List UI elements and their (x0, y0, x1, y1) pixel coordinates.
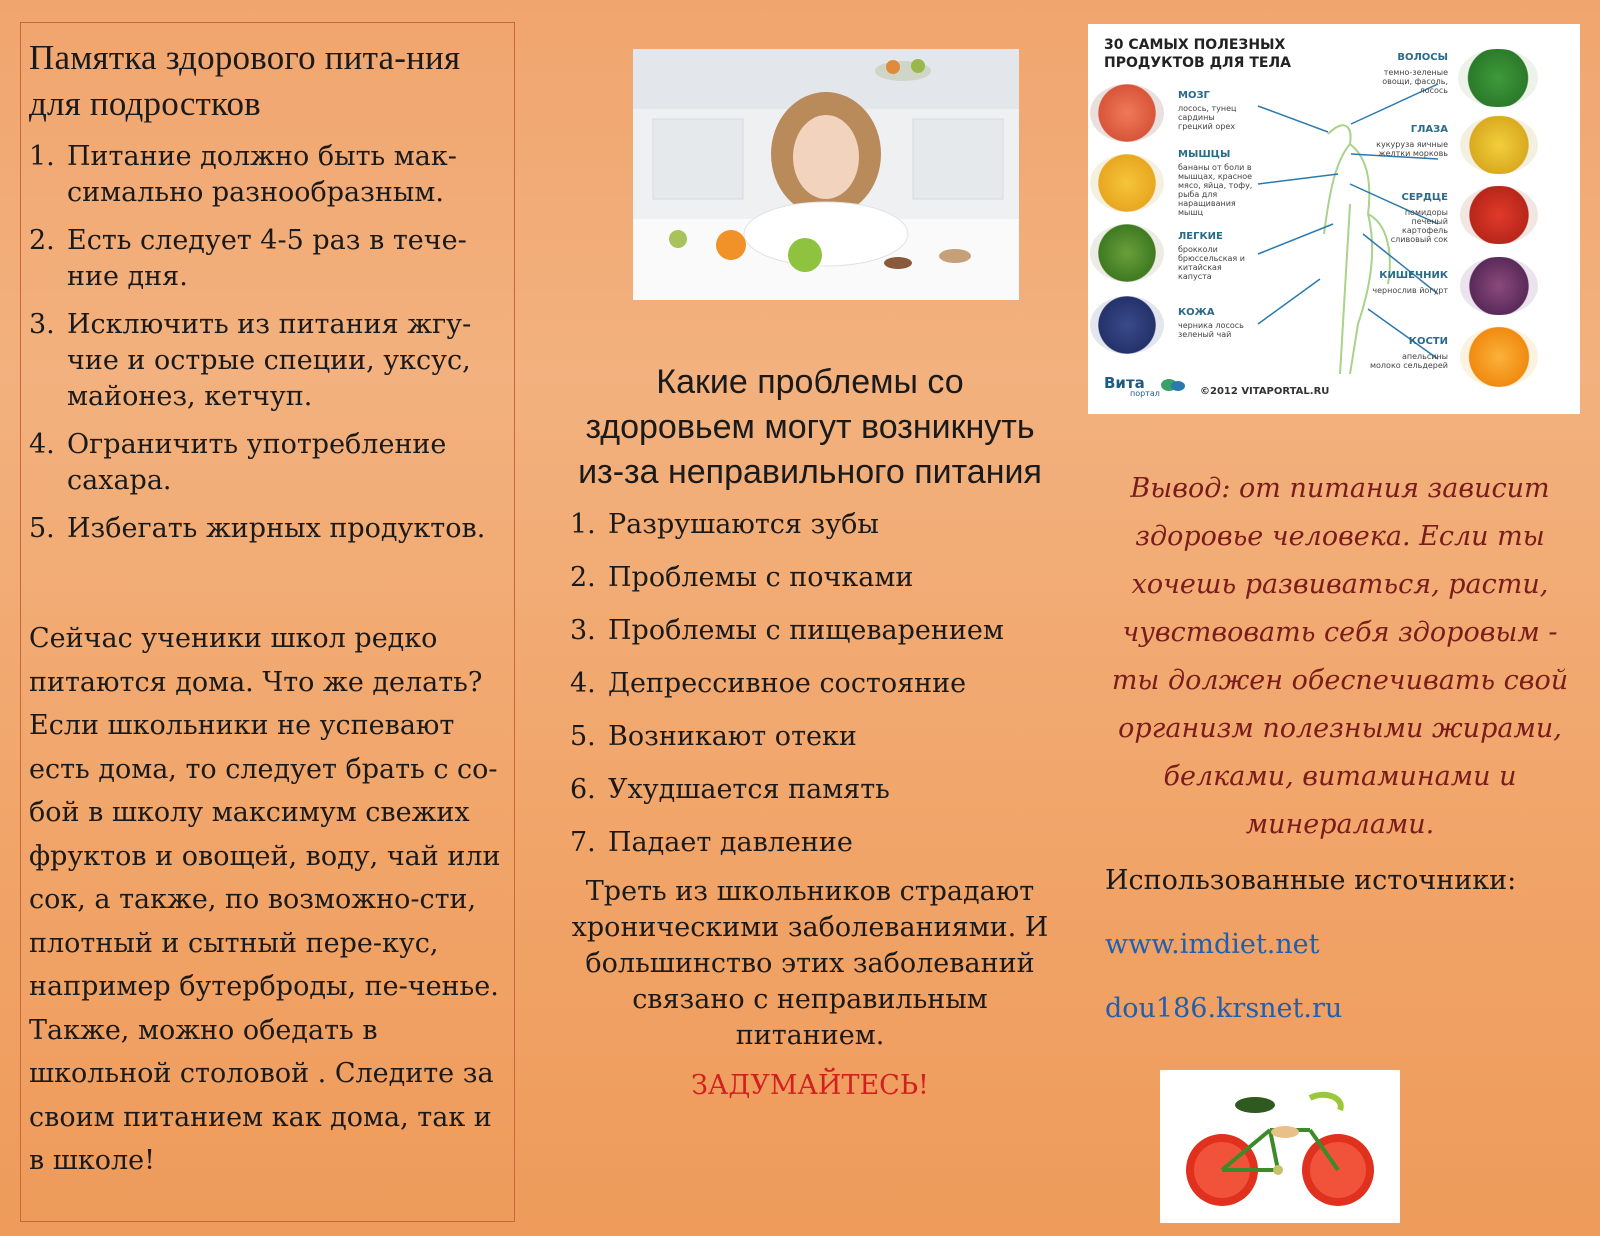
corn-plate (1460, 116, 1538, 174)
infographic-label: ЛЕГКИЕ (1178, 231, 1223, 242)
list-number: 5. (570, 721, 596, 752)
list-text: Проблемы с пищеварением (608, 615, 1004, 646)
food-infographic (1088, 24, 1580, 414)
list-text: Проблемы с почками (608, 562, 914, 593)
list-text: Исключить из питания жгу-чие и острые специи, уксус, майонез, кетчуп. (67, 309, 472, 412)
infographic-label: КИШЕЧНИК (1379, 270, 1448, 281)
blueberry-plate (1090, 296, 1164, 354)
infographic-desc: лосось, тунец сардины грецкий орех (1178, 104, 1237, 131)
statistic-paragraph: Треть из школьников страдают хроническими заболеваниями. И большинство этих заболеваний связано с неправильным питанием. (571, 876, 1049, 1051)
list-item (570, 507, 1050, 543)
list-number: 1. (29, 141, 55, 172)
list-item (570, 719, 1050, 755)
woman-with-fruits-photo (633, 49, 1019, 300)
orange-plate (1460, 327, 1538, 387)
list-number: 1. (570, 509, 596, 540)
infographic-label: ВОЛОСЫ (1397, 52, 1448, 63)
list-text: Возникают отеки (608, 721, 857, 752)
salmon-plate (1090, 84, 1164, 142)
infographic-title-line: ПРОДУКТОВ ДЛЯ ТЕЛА (1104, 55, 1291, 71)
tomato-plate (1460, 186, 1538, 244)
think-callout: ЗАДУМАЙТЕСЬ! (691, 1070, 929, 1101)
list-text: Есть следует 4-5 раз в тече-ние дня. (67, 225, 467, 292)
vegetable-bicycle-photo (1160, 1070, 1400, 1223)
source-link-krsnet[interactable]: dou186.krsnet.ru (1105, 993, 1343, 1024)
infographic-desc: чернослив йогурт (1372, 286, 1448, 295)
problems-list (570, 507, 1050, 861)
list-item (29, 139, 506, 211)
list-number: 5. (29, 513, 55, 544)
list-text: Избегать жирных продуктов. (67, 513, 486, 544)
list-item (29, 511, 506, 547)
tips-list (29, 139, 506, 547)
list-item (29, 427, 506, 499)
leaf-icon (1160, 376, 1186, 394)
bicycle-illustration (1160, 1070, 1400, 1223)
infographic-desc: брокколи брюссельская и китайская капуста (1178, 245, 1245, 281)
list-text: Разрушаются зубы (608, 509, 879, 540)
greens-plate (1458, 49, 1538, 107)
list-item (570, 666, 1050, 702)
list-text: Депрессивное состояние (608, 668, 967, 699)
photo-illustration (633, 49, 1019, 300)
infographic-desc: черника лосось зеленый чай (1178, 321, 1244, 339)
left-panel (20, 22, 515, 1222)
list-number: 4. (570, 668, 596, 699)
infographic-label: КОЖА (1178, 307, 1215, 318)
list-text: Падает давление (608, 827, 853, 858)
brand-sub: портал (1130, 389, 1160, 398)
sources-title: Использованные источники: (1105, 865, 1517, 896)
list-text: Ухудшается память (608, 774, 890, 805)
banana-plate (1090, 154, 1164, 212)
infographic-desc: апельсины молоко сельдерей (1370, 352, 1449, 370)
problems-heading: Какие проблемы со здоровьем могут возникнуть из-за неправильного питания (578, 363, 1042, 491)
source-link-imdiet[interactable]: www.imdiet.net (1105, 929, 1320, 960)
list-item (570, 772, 1050, 808)
infographic-label: СЕРДЦЕ (1401, 192, 1448, 203)
list-item (29, 223, 506, 295)
list-number: 3. (570, 615, 596, 646)
list-number: 4. (29, 429, 55, 460)
vitaportal-logo (1104, 374, 1160, 398)
infographic-label: КОСТИ (1408, 336, 1448, 347)
conclusion-text: Вывод: от питания зависит здоровье человека. Если ты хочешь развиваться, расти, чувствовать себя здоровым - ты должен обеспечивать свой организм полезными жирами, белками, витаминами и минералами. (1111, 473, 1569, 840)
list-item (29, 307, 506, 415)
list-item (570, 560, 1050, 596)
memo-title: Памятка здорового пита-ния для подростков (29, 38, 461, 123)
infographic-desc: помидоры печеный картофель сливовый сок (1390, 208, 1448, 244)
broccoli-plate (1090, 224, 1164, 282)
list-text: Ограничить употребление сахара. (67, 429, 447, 496)
infographic-desc: темно-зеленые овощи, фасоль, лосось (1382, 68, 1448, 95)
brand-name: Вита (1104, 374, 1145, 392)
list-number: 2. (570, 562, 596, 593)
list-number: 6. (570, 774, 596, 805)
copyright: ©2012 VITAPORTAL.RU (1200, 386, 1330, 397)
infographic-desc: кукуруза яичные желтки морковь (1376, 140, 1448, 158)
infographic-label: ГЛАЗА (1410, 124, 1448, 135)
school-advice-paragraph: Сейчас ученики школ редко питаются дома. Что же делать? Если школьники не успевают есть дома, то следует брать с со-бой в школу максимум свежих фруктов и овощей, воду, чай или сок, а также, по возможно-сти, плотный и сытный пере-кус, например бутерброды, пе-ченье. Также, можно обедать в школьной столовой . Следите за своим питанием как дома, так и в школе! (29, 623, 501, 1176)
list-number: 2. (29, 225, 55, 256)
infographic-desc: бананы от боли в мышцах, красное мясо, яйца, тофу, рыба для наращивания мышц (1178, 163, 1253, 217)
middle-panel (570, 360, 1050, 1101)
list-number: 7. (570, 827, 596, 858)
plum-plate (1460, 257, 1538, 315)
right-panel (1105, 465, 1575, 1027)
infographic-title-line: 30 САМЫХ ПОЛЕЗНЫХ (1104, 37, 1286, 53)
infographic-label: МЫШЦЫ (1178, 149, 1231, 160)
list-item (570, 613, 1050, 649)
list-number: 3. (29, 309, 55, 340)
infographic-label: МОЗГ (1178, 90, 1210, 101)
list-item (570, 825, 1050, 861)
list-text: Питание должно быть мак-симально разнообразным. (67, 141, 457, 208)
